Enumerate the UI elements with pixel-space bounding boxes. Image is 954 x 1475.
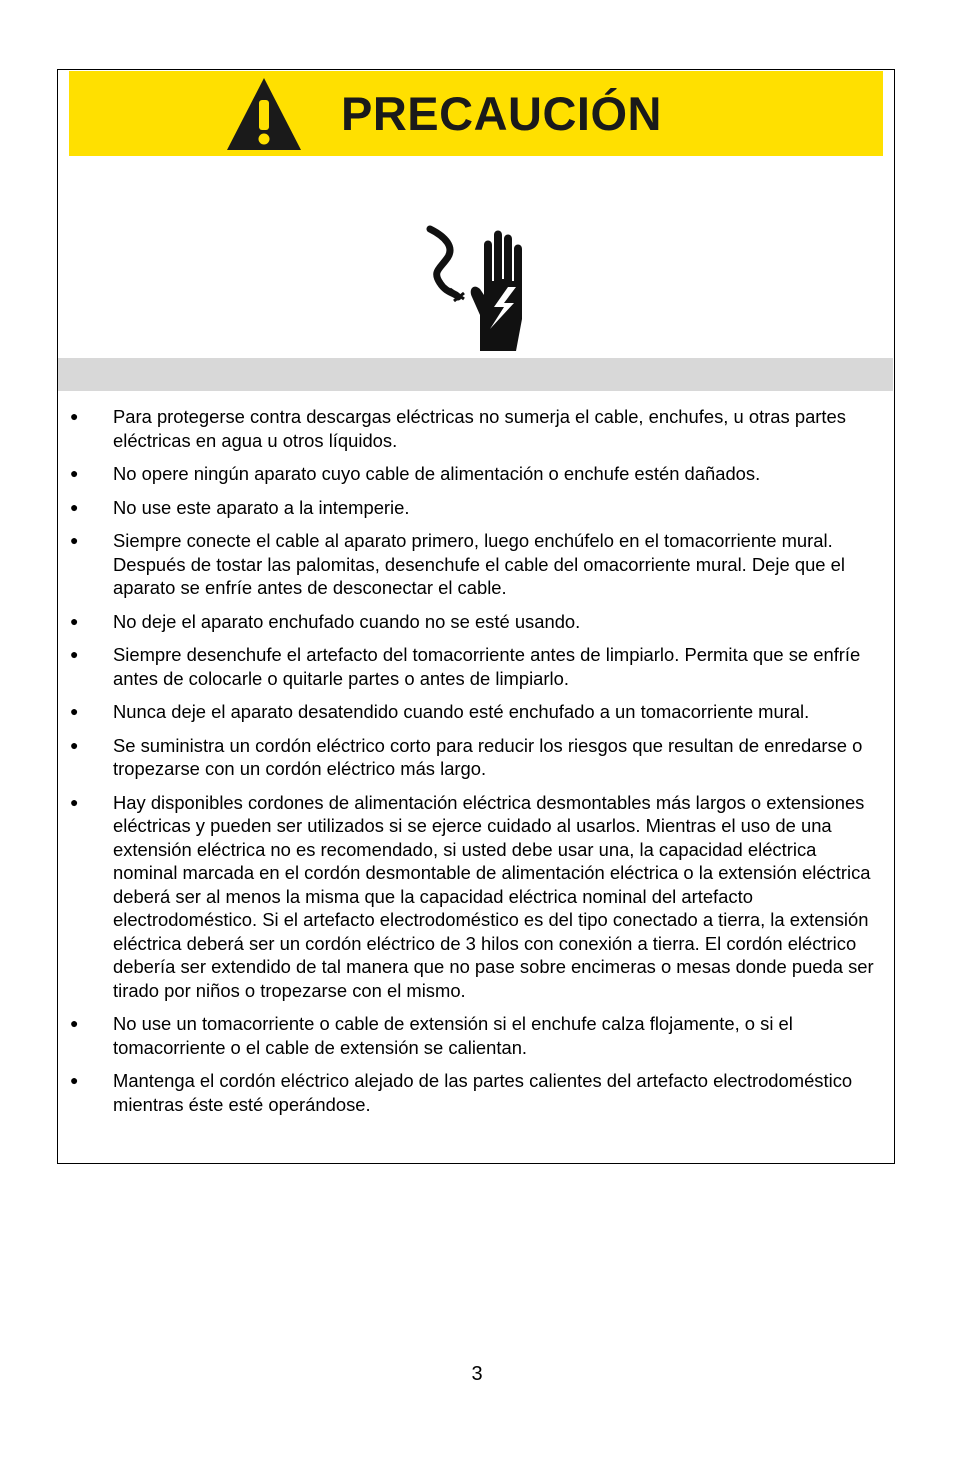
list-item: ● No opere ningún aparato cuyo cable de alimentación o enchufe estén dañados.: [70, 463, 761, 484]
page-number: 3: [471, 1363, 483, 1385]
list-item: ● Mantenga el cordón eléctrico alejado de las partes calientes del artefacto electrodoméstico mientras éste esté operándose.: [70, 1070, 853, 1115]
section-divider-band: [58, 358, 893, 391]
list-item: ● No use este aparato a la intemperie.: [70, 496, 410, 518]
bullet-icon: ●: [70, 736, 79, 753]
bullet-icon: ●: [70, 498, 79, 515]
electric-shock-hand-icon: [420, 223, 538, 355]
list-item: ● Hay disponibles cordones de alimentación eléctrica desmontables más largos o extensiones eléctricas y pueden ser utilizados si se ejerce cuidado al usarlos. Mientras el uso de una extensión eléctrica no es recomendado, si usted debe usar una, la capacidad eléctrica nominal marcada en el cordón desmontable de alimentación eléctrica o la extensión eléctrica deberá ser al menos la misma que la capacidad eléctrica nominal del artefacto electrodoméstico. Si el artefacto electrodoméstico es del tipo conectado a tierra, la extensión eléctrica deberá ser un cordón eléctrico de 3 hilos con conexión a tierra. El cordón eléctrico debería ser extendido de tal manera que no pase sobre encimeras o mesas donde pueda ser tirado por niños o tropezarse con el mismo.: [70, 791, 874, 1001]
list-item: ● Se suministra un cordón eléctrico corto para reducir los riesgos que resultan de enredarse o tropezarse con un cordón eléctrico más largo.: [70, 734, 863, 779]
bullet-icon: ●: [70, 793, 79, 810]
bullet-icon: ●: [70, 612, 79, 629]
list-item: ● No use un tomacorriente o cable de extensión si el enchufe calza flojamente, o si el tomacorriente o el cable de extensión se calientan.: [70, 1013, 793, 1058]
bullet-icon: ●: [70, 408, 79, 424]
bullet-icon: ●: [70, 703, 79, 719]
list-item: ● Para protegerse contra descargas eléctricas no sumerja el cable, enchufes, u otras partes eléctricas en agua u otros líquidos.: [70, 406, 846, 451]
caution-banner: [69, 71, 883, 156]
caution-title: PRECAUCIÓN: [341, 87, 662, 140]
bullet-icon: ●: [70, 465, 79, 481]
warning-triangle-icon: [225, 74, 303, 152]
list-item: ● Siempre desenchufe el artefacto del tomacorriente antes de limpiarlo. Permita que se enfríe antes de colocarle o quitarle partes o antes de limpiarlo.: [70, 644, 861, 689]
list-item: ● Nunca deje el aparato desatendido cuando esté enchufado a un tomacorriente mural.: [70, 701, 810, 722]
list-item: ● No deje el aparato enchufado cuando no se esté usando.: [70, 610, 581, 632]
bullet-icon: ●: [70, 532, 79, 548]
bullet-icon: ●: [70, 646, 79, 662]
list-item: ● Siempre conecte el cable al aparato primero, luego enchúfelo en el tomacorriente mural. Después de tostar las palomitas, desenchufe el cable del omacorriente mural. Deje que el aparato se enfríe antes de desconectar el cable.: [70, 530, 845, 598]
precaution-list: [58, 405, 893, 1126]
bullet-icon: ●: [70, 1072, 79, 1088]
caution-box: [57, 69, 895, 1164]
bullet-icon: ●: [70, 1015, 79, 1031]
